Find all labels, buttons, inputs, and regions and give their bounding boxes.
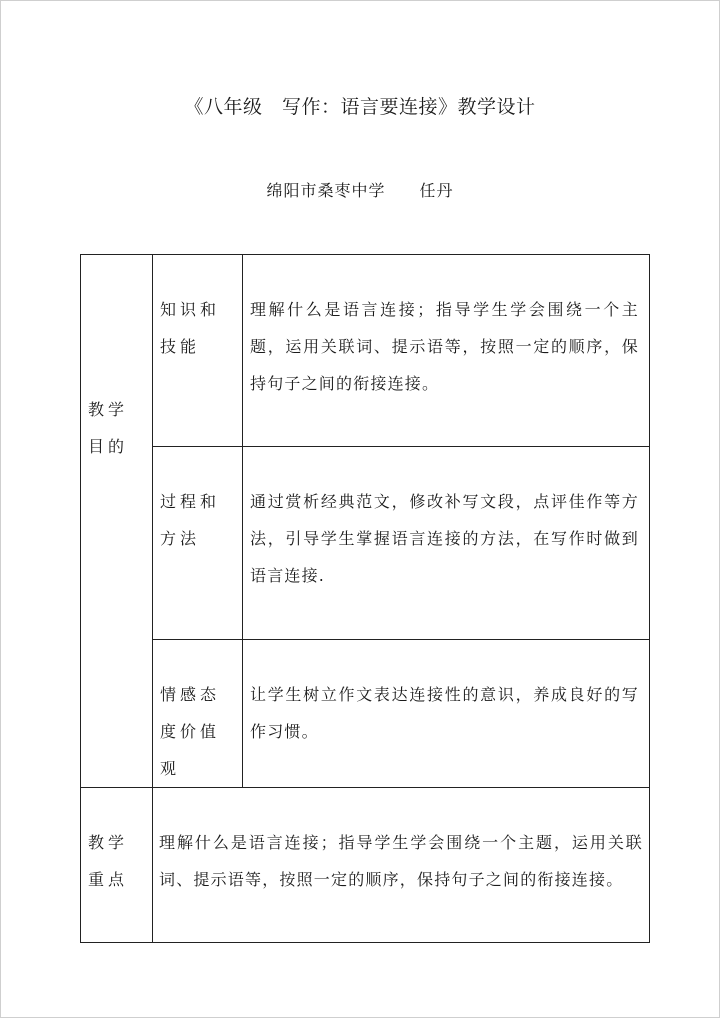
lesson-plan-table [80, 254, 650, 943]
knowledge-skills-content: 理解什么是语言连接；指导学生学会围绕一个主题，运用关联词、提示语等，按照一定的顺序，保持句子之间的衔接连接。 [243, 255, 650, 447]
document-title: 《八年级 写作：语言要连接》教学设计 [184, 96, 536, 118]
table-row [81, 640, 650, 788]
teaching-focus-label: 教学重点 [81, 788, 153, 943]
process-method-content: 通过赏析经典范文，修改补写文段，点评佳作等方法，引导学生掌握语言连接的方法，在写作时做到语言连接. [243, 447, 650, 640]
teaching-focus-content: 理解什么是语言连接；指导学生学会围绕一个主题，运用关联词、提示语等，按照一定的顺序，保持句子之间的衔接连接。 [153, 788, 650, 943]
table-row [81, 447, 650, 640]
emotion-values-content: 让学生树立作文表达连接性的意识，养成良好的写作习惯。 [243, 640, 650, 788]
table-row [81, 788, 650, 943]
teaching-goals-label: 教学目的 [81, 255, 153, 788]
process-method-label: 过程和方法 [153, 447, 243, 640]
table-row [81, 255, 650, 447]
knowledge-skills-label: 知识和技能 [153, 255, 243, 447]
emotion-values-label: 情感态度价值观 [153, 640, 243, 788]
author-line: 绵阳市桑枣中学 任丹 [266, 181, 454, 200]
